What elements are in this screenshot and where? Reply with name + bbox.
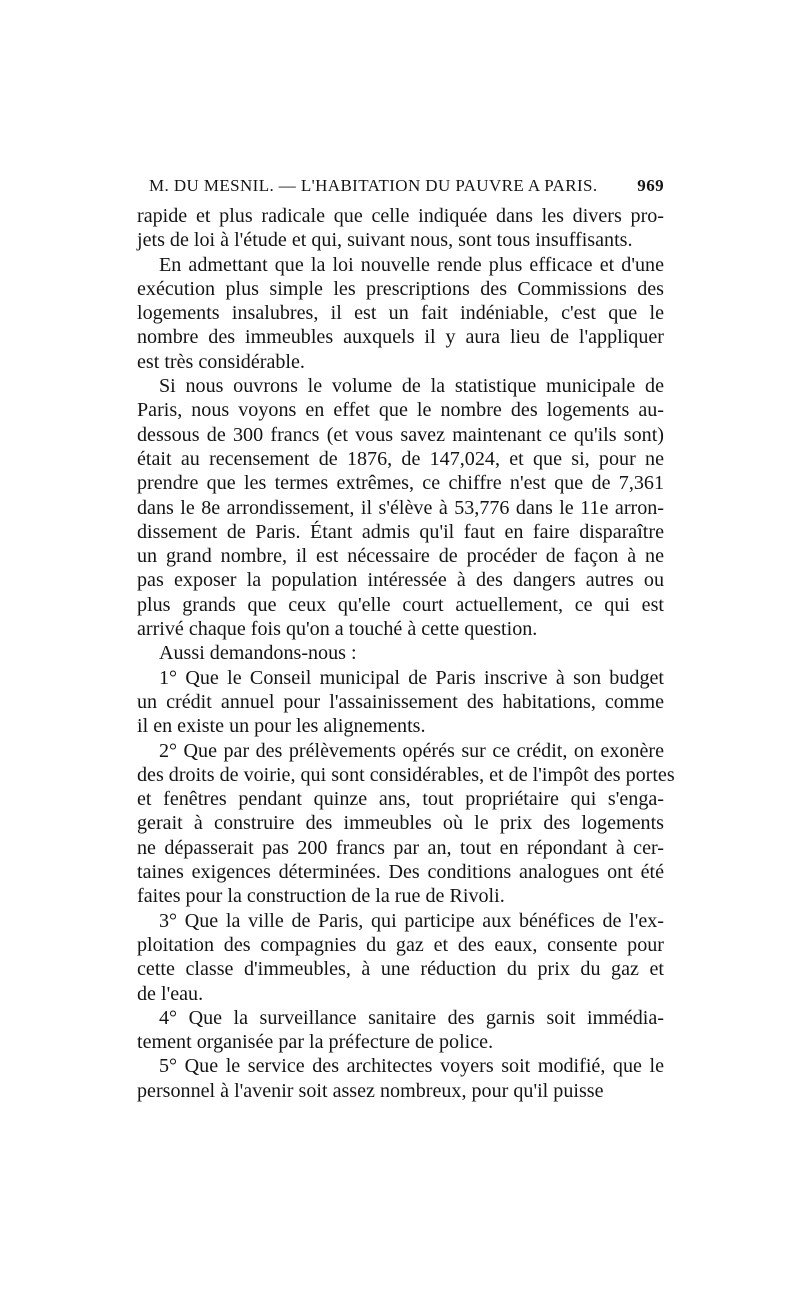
text-line: un grand nombre, il est nécessaire de procéder de façon à ne — [137, 545, 664, 568]
text-line: des droits de voirie, qui sont considérables, et de l'impôt des portes — [137, 763, 675, 786]
text-line: Aussi demandons-nous : — [159, 642, 357, 665]
text-line: dans le 8e arrondissement, il s'élève à 53,776 dans le 11e arron- — [137, 496, 664, 519]
running-title: M. DU MESNIL. — L'HABITATION DU PAUVRE A PARIS. — [149, 176, 598, 195]
text-line: un crédit annuel pour l'assainissement des habitations, comme — [137, 690, 664, 713]
paragraph — [137, 204, 664, 253]
text-line: logements insalubres, il est un fait indéniable, c'est que le — [137, 302, 664, 325]
book-page — [137, 176, 675, 1103]
text-line: En admettant que la loi nouvelle rende plus efficace et d'une — [159, 253, 664, 276]
text-line: 2° Que par des prélèvements opérés sur ce crédit, on exonère — [159, 739, 664, 762]
text-line: il en existe un pour les alignements. — [137, 715, 426, 738]
page-number: 969 — [637, 176, 664, 195]
text-line: nombre des immeubles auxquels il y aura lieu de l'appliquer — [137, 326, 664, 349]
paragraph — [137, 666, 664, 739]
text-line: arrivé chaque fois qu'on a touché à cette question. — [137, 618, 538, 641]
text-line: ne dépasserait pas 200 francs par an, tout en répondant à cer- — [137, 836, 664, 859]
text-line: 4° Que la surveillance sanitaire des garnis soit immédia- — [159, 1006, 664, 1029]
text-line: tement organisée par la préfecture de police. — [137, 1031, 494, 1054]
paragraph — [137, 1054, 664, 1103]
text-line: cette classe d'immeubles, à une réduction du prix du gaz et — [137, 958, 664, 981]
paragraph — [137, 1006, 664, 1055]
paragraph — [137, 909, 664, 1006]
text-line: gerait à construire des immeubles où le prix des logements — [137, 812, 664, 835]
text-line: prendre que les termes extrêmes, ce chiffre n'est que de 7,361 — [137, 472, 664, 495]
text-line: 1° Que le Conseil municipal de Paris inscrive à son budget — [159, 666, 664, 689]
text-line: dissement de Paris. Étant admis qu'il faut en faire disparaître — [137, 520, 664, 543]
text-line: pas exposer la population intéressée à des dangers autres ou — [137, 569, 664, 592]
text-line: ploitation des compagnies du gaz et des eaux, consente pour — [137, 933, 664, 956]
body-text — [137, 204, 675, 1103]
text-line: rapide et plus radicale que celle indiquée dans les divers pro- — [137, 205, 664, 227]
paragraph — [137, 253, 664, 374]
text-line: taines exigences déterminées. Des conditions analogues ont été — [137, 861, 664, 884]
text-line: était au recensement de 1876, de 147,024, et que si, pour ne — [137, 447, 664, 470]
text-line: 3° Que la ville de Paris, qui participe aux bénéfices de l'ex- — [159, 909, 664, 932]
text-line: 5° Que le service des architectes voyers soit modifié, que le — [159, 1055, 664, 1078]
paragraph — [137, 641, 664, 665]
text-line: personnel à l'avenir soit assez nombreux, pour qu'il puisse — [137, 1079, 604, 1102]
text-line: jets de loi à l'étude et qui, suivant nous, sont tous insuffisants. — [137, 229, 633, 252]
running-header — [137, 176, 664, 202]
text-line: de l'eau. — [137, 982, 204, 1005]
text-line: Paris, nous voyons en effet que le nombre des logements au- — [137, 399, 664, 422]
text-line: et fenêtres pendant quinze ans, tout propriétaire qui s'enga- — [137, 788, 664, 811]
text-line: faites pour la construction de la rue de Rivoli. — [137, 885, 505, 908]
text-line: exécution plus simple les prescriptions des Commissions des — [137, 277, 664, 300]
text-line: est très considérable. — [137, 350, 305, 373]
paragraph — [137, 374, 664, 641]
text-line: Si nous ouvrons le volume de la statistique municipale de — [159, 375, 664, 398]
text-line: dessous de 300 francs (et vous savez maintenant ce qu'ils sont) — [137, 423, 664, 446]
text-line: plus grands que ceux qu'elle court actuellement, ce qui est — [137, 593, 664, 616]
paragraph — [137, 739, 675, 909]
